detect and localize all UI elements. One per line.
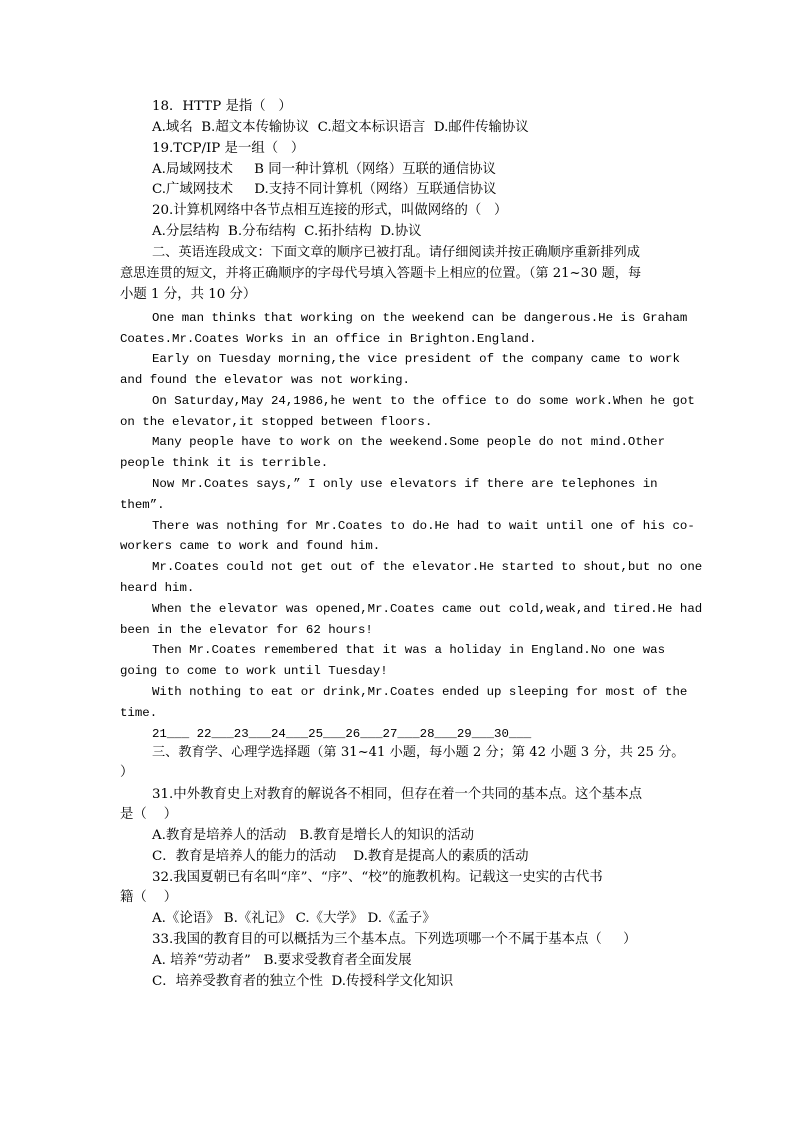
paragraph-2-line2: and found the elevator was not working.: [120, 373, 410, 387]
paragraph-8-line2: been in the elevator for 62 hours!: [120, 623, 373, 637]
paragraph-1-line1: One man thinks that working on the weekend can be dangerous.He is Graham: [152, 311, 688, 325]
paragraph-3-line1: On Saturday,May 24,1986,he went to the office to do some work.When he got: [152, 394, 695, 408]
paragraph-3-line2: on the elevator,it stopped between floors.: [120, 415, 433, 429]
q19-options-line1: A.局域网技术 B 同一种计算机（网络）互联的通信协议: [152, 162, 496, 177]
paragraph-6-line2: workers came to work and found him.: [120, 539, 381, 553]
q32-stem-line1: 32.我国夏朝已有名叫“庠”、“序”、“校”的施教机构。记载这一史实的古代书: [152, 870, 603, 885]
paragraph-7-line2: heard him.: [120, 581, 195, 595]
section2-heading-line2: 意思连贯的短文，并将正确顺序的字母代号填入答题卡上相应的位置。（第 21~30 题，每: [120, 266, 642, 281]
q33-options-line2: C．培养受教育者的独立个性 D.传授科学文化知识: [152, 974, 454, 989]
q31-options-line2: C．教育是培养人的能力的活动 D.教育是提高人的素质的活动: [152, 849, 529, 864]
q31-stem-line2: 是（ ）: [120, 807, 178, 822]
section2-heading-line1: 二、英语连段成文：下面文章的顺序已被打乱。请仔细阅读并按正确顺序重新排列成: [152, 245, 640, 260]
paragraph-9-line2: going to come to work until Tuesday!: [120, 664, 388, 678]
paragraph-10-line1: With nothing to eat or drink,Mr.Coates ended up sleeping for most of the: [152, 685, 688, 699]
q31-options-line1: A.教育是培养人的活动 B.教育是增长人的知识的活动: [152, 828, 474, 843]
paragraph-1-line2: Coates.Mr.Coates Works in an office in Brighton.England.: [120, 332, 537, 346]
section2-heading-line3: 小题 1 分，共 10 分）: [120, 287, 257, 302]
q20-options: A.分层结构 B.分布结构 C.拓扑结构 D.协议: [152, 224, 422, 239]
section3-heading-line1: 三、教育学、心理学选择题（第 31~41 小题，每小题 2 分；第 42 小题 3 分，共 25 分。: [152, 745, 685, 760]
paragraph-10-line2: time.: [120, 706, 158, 720]
q31-stem-line1: 31.中外教育史上对教育的解说各不相同，但存在着一个共同的基本点。这个基本点: [152, 787, 642, 802]
section3-heading-line2: ）: [120, 765, 134, 780]
q20-stem: 20.计算机网络中各节点相互连接的形式，叫做网络的（ ）: [152, 203, 508, 218]
q32-options: A.《论语》 B.《礼记》 C.《大学》 D.《孟子》: [152, 911, 436, 926]
q33-options-line1: A. 培养“劳动者” B.要求受教育者全面发展: [152, 953, 412, 968]
q18-options: A.域名 B.超文本传输协议 C.超文本标识语言 D.邮件传输协议: [152, 120, 529, 135]
paragraph-5-line1: Now Mr.Coates says,” I only use elevators if there are telephones in: [152, 477, 658, 491]
q33-stem: 33.我国的教育目的可以概括为三个基本点。下列选项哪一个不属于基本点（ ）: [152, 932, 637, 947]
paragraph-7-line1: Mr.Coates could not get out of the elevator.He started to shout,but no one: [152, 560, 703, 574]
q18-stem: 18．HTTP 是指（ ）: [152, 99, 292, 114]
paragraph-8-line1: When the elevator was opened,Mr.Coates came out cold,weak,and tired.He had: [152, 602, 703, 616]
paragraph-2-line1: Early on Tuesday morning,the vice president of the company came to work: [152, 352, 680, 366]
q19-options-line2: C.广域网技术 D.支持不同计算机（网络）互联通信协议: [152, 182, 497, 197]
paragraph-9-line1: Then Mr.Coates remembered that it was a holiday in England.No one was: [152, 643, 666, 657]
paragraph-4-line2: people think it is terrible.: [120, 456, 329, 470]
q19-stem: 19.TCP/IP 是一组（ ）: [152, 141, 305, 156]
q32-stem-line2: 籍（ ）: [120, 890, 178, 905]
paragraph-6-line1: There was nothing for Mr.Coates to do.He had to wait until one of his co-: [152, 519, 695, 533]
paragraph-4-line1: Many people have to work on the weekend.Some people do not mind.Other: [152, 435, 666, 449]
paragraph-5-line2: them”.: [120, 498, 165, 512]
answer-blanks: 21___ 22___23___24___25___26___27___28___29___30___: [152, 727, 532, 741]
